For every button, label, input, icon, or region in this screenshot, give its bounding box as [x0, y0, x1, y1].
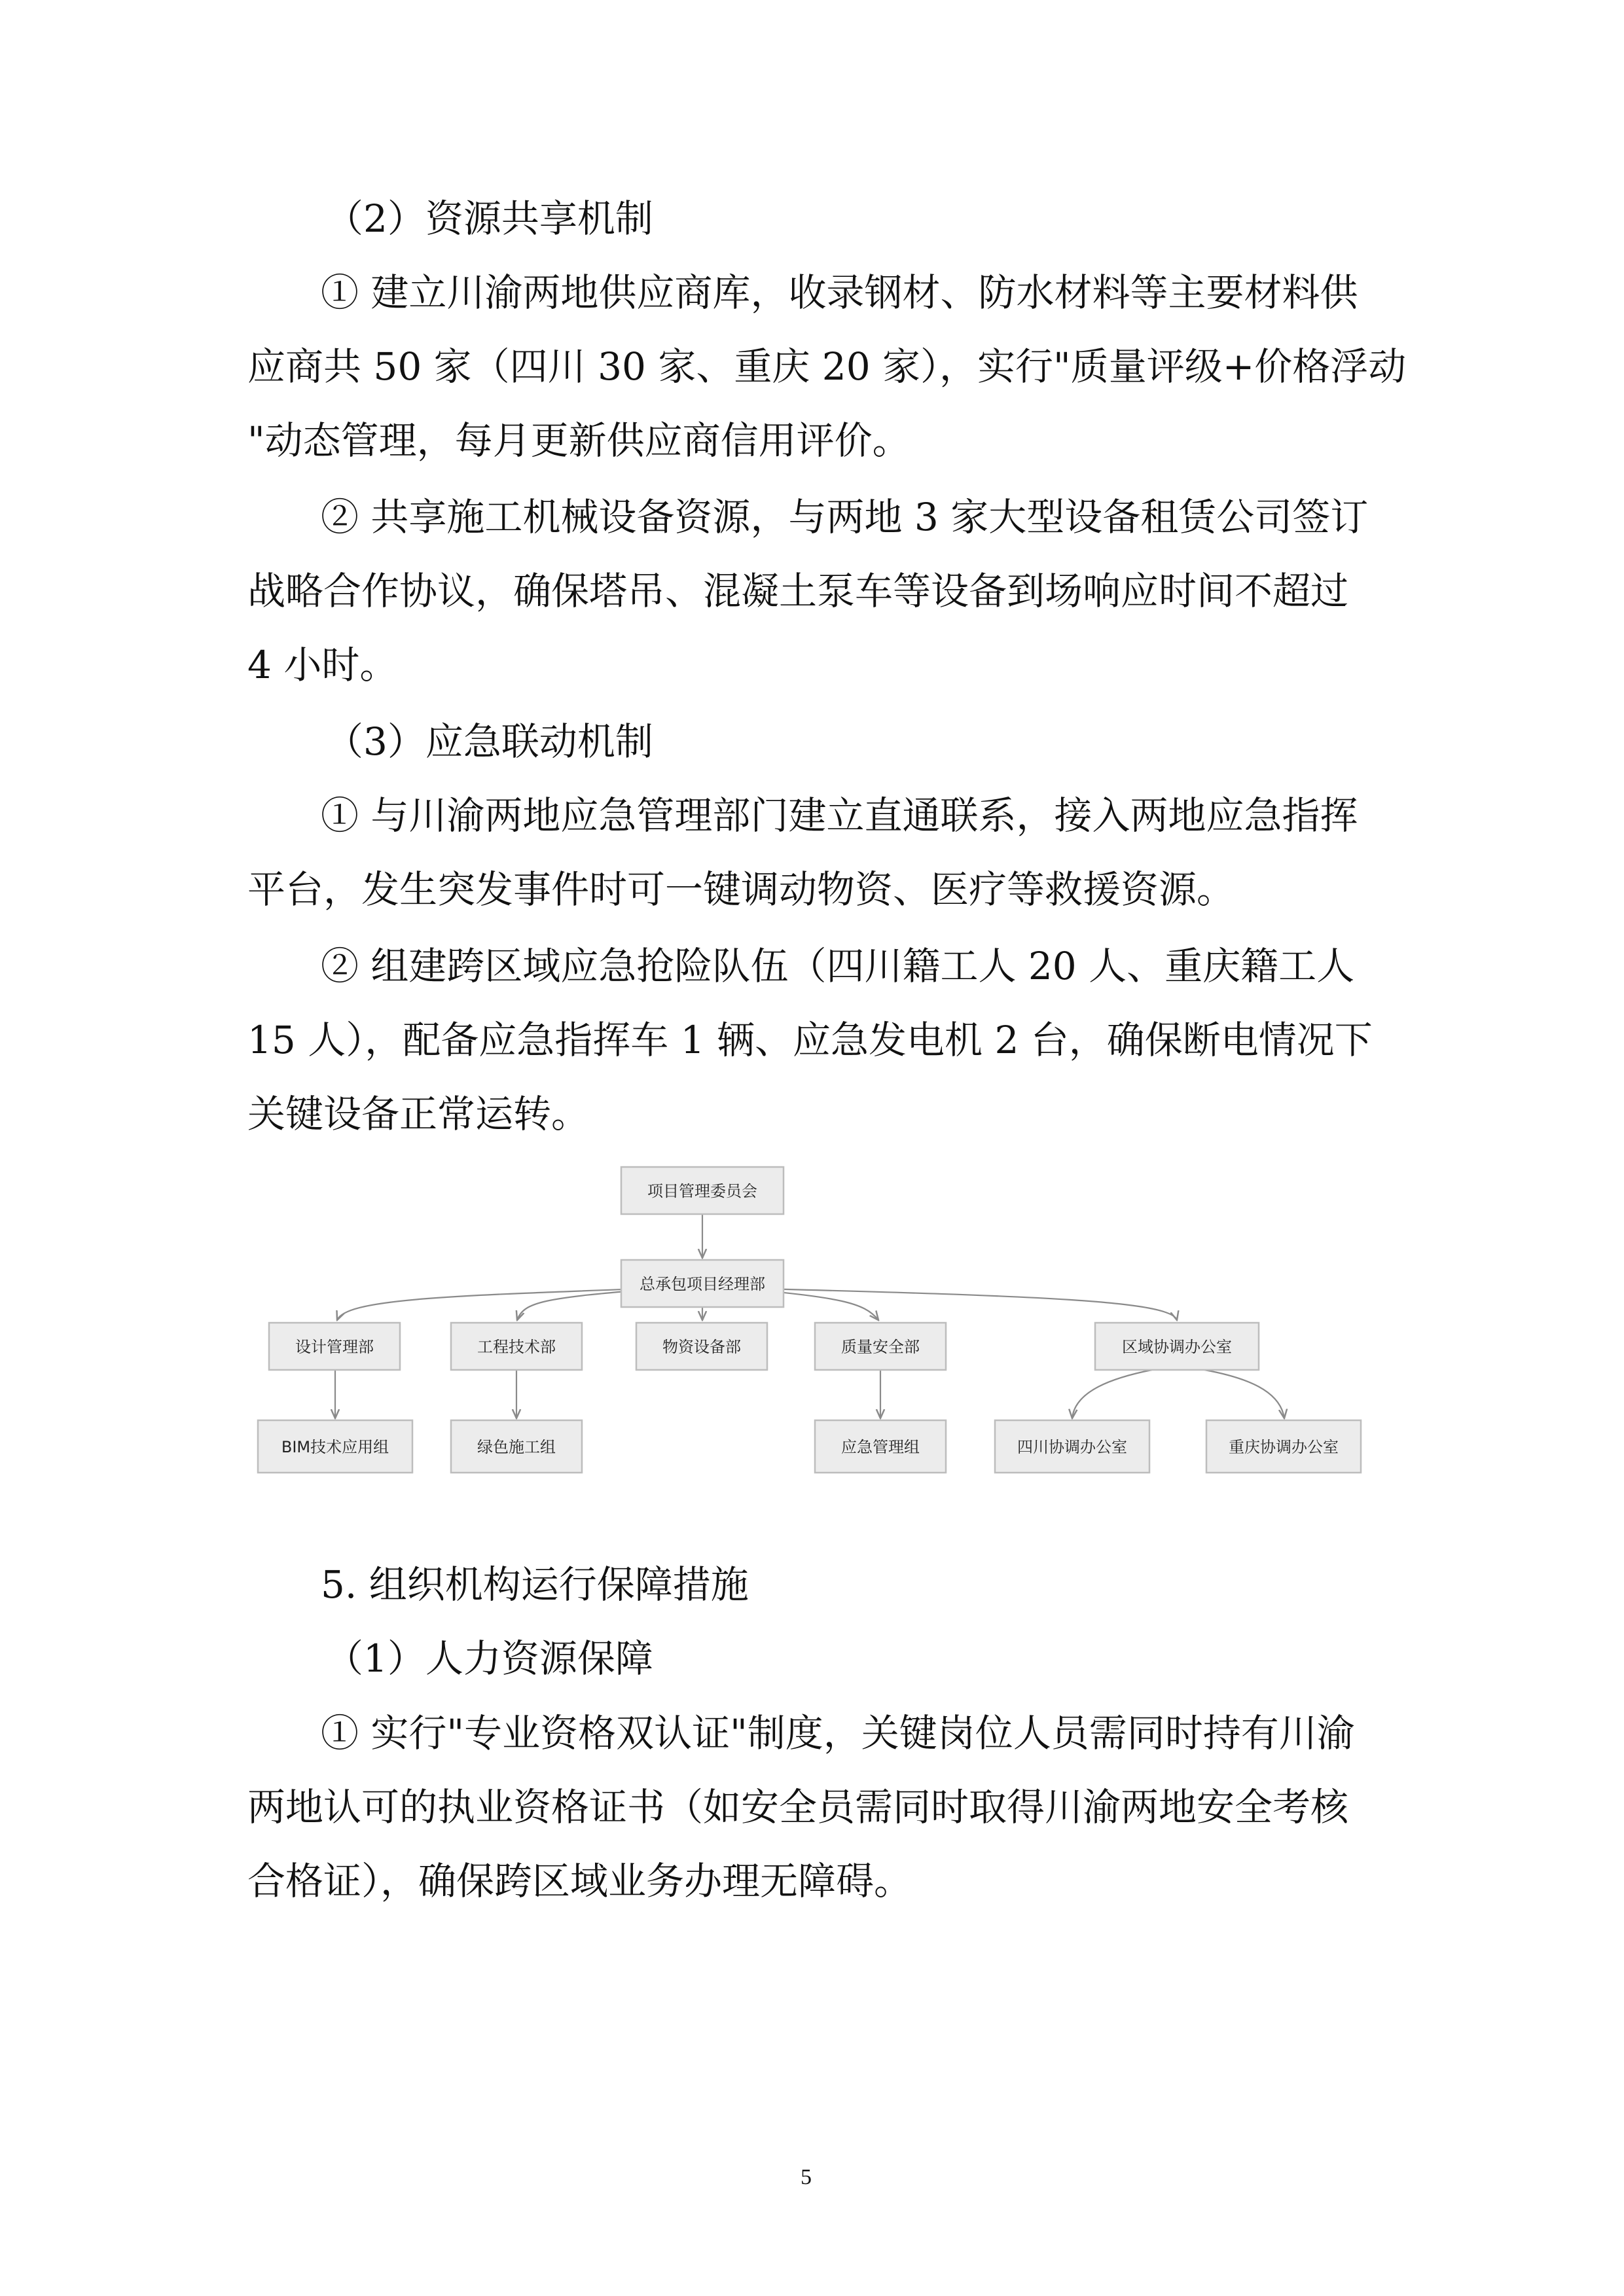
section-heading-hr: （1）人力资源保障 [325, 1636, 653, 1681]
org-node-sub-emergency-label: 应急管理组 [841, 1438, 920, 1456]
org-node-gc-label: 总承包项目经理部 [640, 1275, 765, 1293]
paragraph-equipment-line-2: 战略合作协议，确保塔吊、混凝土泵车等设备到场响应时间不超过 [247, 569, 1349, 613]
paragraph-emergency-line-2: 平台，发生突发事件时可一键调动物资、医疗等救援资源。 [247, 867, 1235, 912]
paragraph-dual-cert-line-1: ① 实行"专业资格双认证"制度，关键岗位人员需同时持有川渝 [321, 1711, 1355, 1755]
org-node-dept-materials-label: 物资设备部 [662, 1338, 741, 1356]
paragraph-rescue-team-line-3: 关键设备正常运转。 [247, 1092, 590, 1136]
section-heading-org-guarantee: 5. 组织机构运行保障措施 [321, 1562, 749, 1607]
paragraph-supplier-line-2: 应商共 50 家（四川 30 家、重庆 20 家），实行"质量评级+价格浮动 [247, 344, 1407, 389]
paragraph-dual-cert-line-2: 两地认可的执业资格证书（如安全员需同时取得川渝两地安全考核 [247, 1785, 1349, 1829]
org-node-dept-regional-label: 区域协调办公室 [1122, 1338, 1232, 1356]
paragraph-emergency-line-1: ① 与川渝两地应急管理部门建立直通联系，接入两地应急指挥 [321, 793, 1358, 838]
section-heading-emergency: （3）应急联动机制 [325, 719, 653, 764]
org-chart-connectors [335, 1214, 1284, 1418]
paragraph-rescue-team-line-2: 15 人），配备应急指挥车 1 辆、应急发电机 2 台，确保断电情况下 [247, 1018, 1373, 1062]
org-node-sub-sichuan [995, 1420, 1149, 1473]
page-number: 5 [801, 2165, 812, 2189]
paragraph-dual-cert-line-3: 合格证），确保跨区域业务办理无障碍。 [247, 1859, 912, 1903]
org-node-sub-chongqing [1206, 1420, 1361, 1473]
org-node-dept-engineering [451, 1323, 582, 1370]
org-node-sub-green-label: 绿色施工组 [477, 1438, 556, 1456]
org-node-sub-bim [258, 1420, 412, 1473]
org-node-sub-sichuan-label: 四川协调办公室 [1017, 1438, 1127, 1456]
paragraph-supplier-line-1: ① 建立川渝两地供应商库，收录钢材、防水材料等主要材料供 [321, 270, 1358, 315]
org-node-top-label: 项目管理委员会 [647, 1182, 757, 1200]
org-node-sub-green [451, 1420, 582, 1473]
paragraph-equipment-line-3: 4 小时。 [247, 643, 398, 687]
org-node-dept-design [269, 1323, 400, 1370]
org-node-gc [621, 1260, 784, 1307]
org-node-dept-regional [1095, 1323, 1259, 1370]
paragraph-rescue-team-line-1: ② 组建跨区域应急抢险队伍（四川籍工人 20 人、重庆籍工人 [321, 944, 1355, 988]
org-node-sub-emergency [815, 1420, 946, 1473]
section-heading-resource-sharing: （2）资源共享机制 [325, 196, 653, 241]
org-node-sub-bim-label: BIM技术应用组 [281, 1438, 389, 1456]
org-node-dept-materials [636, 1323, 767, 1370]
org-chart [249, 1162, 1375, 1528]
paragraph-equipment-line-1: ② 共享施工机械设备资源，与两地 3 家大型设备租赁公司签订 [321, 495, 1369, 539]
org-node-top [621, 1167, 784, 1214]
org-node-sub-chongqing-label: 重庆协调办公室 [1229, 1438, 1339, 1456]
org-node-dept-quality [815, 1323, 946, 1370]
org-node-dept-quality-label: 质量安全部 [841, 1338, 920, 1356]
paragraph-supplier-line-3: "动态管理，每月更新供应商信用评价。 [247, 418, 911, 463]
org-node-dept-engineering-label: 工程技术部 [477, 1338, 556, 1356]
org-node-dept-design-label: 设计管理部 [295, 1338, 374, 1356]
